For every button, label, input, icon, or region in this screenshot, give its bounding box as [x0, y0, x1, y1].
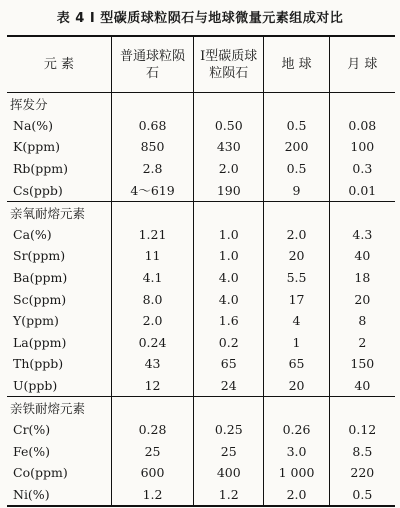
earth-cell: 65 — [263, 353, 328, 375]
ordinary-chondrite-cell: 1.2 — [111, 484, 193, 506]
empty-cell — [111, 202, 193, 224]
ci-chondrite-cell: 1.0 — [193, 245, 263, 267]
element-cell: Cr(%) — [13, 422, 51, 438]
ci-chondrite-cell: 430 — [193, 136, 263, 158]
ci-chondrite-cell: 190 — [193, 179, 263, 201]
moon-cell: 0.08 — [329, 115, 395, 137]
earth-cell: 5.5 — [263, 267, 328, 289]
table-row — [7, 353, 395, 375]
table-caption: 表 4 Ⅰ 型碳质球粒陨石与地球微量元素组成对比 — [56, 11, 344, 26]
table-row — [7, 288, 395, 310]
ci-chondrite-cell: 0.2 — [193, 332, 263, 354]
earth-cell: 200 — [263, 136, 328, 158]
ordinary-chondrite-cell: 1.21 — [111, 224, 193, 246]
header-element: 元 素 — [43, 57, 75, 72]
ordinary-chondrite-cell: 2.8 — [111, 158, 193, 180]
ci-chondrite-cell: 400 — [193, 462, 263, 484]
earth-cell: 1 — [263, 332, 328, 354]
ordinary-chondrite-cell: 11 — [111, 245, 193, 267]
group-row — [7, 93, 395, 115]
element-cell: Ni(%) — [13, 486, 50, 502]
earth-cell: 4 — [263, 310, 328, 332]
earth-cell: 2.0 — [263, 484, 328, 506]
table-row — [7, 136, 395, 158]
moon-cell: 40 — [329, 375, 395, 397]
comparison-table — [7, 35, 395, 507]
element-cell: Ba(ppm) — [13, 270, 68, 286]
ordinary-chondrite-cell: 0.68 — [111, 115, 193, 137]
ci-chondrite-cell: 1.2 — [193, 484, 263, 506]
element-cell: Sr(ppm) — [13, 248, 66, 264]
table-header — [7, 37, 395, 93]
ci-chondrite-cell: 4.0 — [193, 267, 263, 289]
empty-cell — [193, 93, 263, 115]
moon-cell: 2 — [329, 332, 395, 354]
moon-cell: 8 — [329, 310, 395, 332]
ordinary-chondrite-cell: 43 — [111, 353, 193, 375]
ci-chondrite-cell: 65 — [193, 353, 263, 375]
table-row — [7, 462, 395, 484]
element-cell: Na(%) — [13, 117, 54, 133]
earth-cell: 9 — [263, 179, 328, 201]
moon-cell: 0.5 — [329, 484, 395, 506]
element-cell: Sc(ppm) — [13, 291, 67, 307]
header-earth: 地 球 — [263, 37, 328, 92]
moon-cell: 8.5 — [329, 441, 395, 463]
table-row — [7, 332, 395, 354]
element-cell: U(ppb) — [13, 378, 58, 394]
group-row — [7, 201, 395, 224]
header-ordinary-chondrite: 普通球粒陨 石 — [111, 37, 193, 92]
table-row — [7, 179, 395, 201]
ordinary-chondrite-cell: 12 — [111, 375, 193, 397]
group-label: 挥发分 — [10, 96, 48, 112]
empty-cell — [263, 202, 328, 224]
table-row — [7, 419, 395, 441]
ci-chondrite-cell: 0.50 — [193, 115, 263, 137]
group-row — [7, 396, 395, 419]
empty-cell — [329, 93, 395, 115]
empty-cell — [193, 202, 263, 224]
table-body — [7, 93, 395, 505]
ordinary-chondrite-cell: 25 — [111, 441, 193, 463]
empty-cell — [111, 93, 193, 115]
ordinary-chondrite-cell: 0.28 — [111, 419, 193, 441]
group-label: 亲铁耐熔元素 — [10, 401, 86, 417]
element-cell: La(ppm) — [13, 334, 67, 350]
earth-cell: 2.0 — [263, 224, 328, 246]
ci-chondrite-cell: 24 — [193, 375, 263, 397]
earth-cell: 1 000 — [263, 462, 328, 484]
table-row — [7, 267, 395, 289]
table-row — [7, 484, 395, 506]
moon-cell: 20 — [329, 288, 395, 310]
earth-cell: 20 — [263, 375, 328, 397]
ci-chondrite-cell: 0.25 — [193, 419, 263, 441]
moon-cell: 0.01 — [329, 179, 395, 201]
element-cell: Y(ppm) — [13, 313, 59, 329]
element-cell: Co(ppm) — [13, 465, 68, 481]
element-cell: Fe(%) — [13, 443, 51, 459]
moon-cell: 18 — [329, 267, 395, 289]
empty-cell — [263, 397, 328, 419]
ci-chondrite-cell: 1.6 — [193, 310, 263, 332]
table-row — [7, 224, 395, 246]
ordinary-chondrite-cell: 4～619 — [111, 179, 193, 201]
earth-cell: 17 — [263, 288, 328, 310]
moon-cell: 100 — [329, 136, 395, 158]
empty-cell — [329, 397, 395, 419]
ci-chondrite-cell: 25 — [193, 441, 263, 463]
header-moon: 月 球 — [329, 37, 395, 92]
earth-cell: 3.0 — [263, 441, 328, 463]
element-cell: Rb(ppm) — [13, 161, 69, 177]
element-cell: K(ppm) — [13, 139, 60, 155]
earth-cell: 0.26 — [263, 419, 328, 441]
earth-cell: 20 — [263, 245, 328, 267]
ordinary-chondrite-cell: 600 — [111, 462, 193, 484]
table-row — [7, 375, 395, 397]
moon-cell: 0.3 — [329, 158, 395, 180]
table-row — [7, 245, 395, 267]
ordinary-chondrite-cell: 2.0 — [111, 310, 193, 332]
ci-chondrite-cell: 1.0 — [193, 224, 263, 246]
element-cell: Cs(ppb) — [13, 182, 63, 198]
ordinary-chondrite-cell: 0.24 — [111, 332, 193, 354]
moon-cell: 150 — [329, 353, 395, 375]
ci-chondrite-cell: 2.0 — [193, 158, 263, 180]
group-label: 亲氧耐熔元素 — [10, 205, 86, 221]
moon-cell: 220 — [329, 462, 395, 484]
element-cell: Th(ppb) — [13, 356, 64, 372]
empty-cell — [263, 93, 328, 115]
earth-cell: 0.5 — [263, 158, 328, 180]
ordinary-chondrite-cell: 4.1 — [111, 267, 193, 289]
table-row — [7, 441, 395, 463]
table-row — [7, 310, 395, 332]
table-row — [7, 115, 395, 137]
table-row — [7, 158, 395, 180]
ordinary-chondrite-cell: 8.0 — [111, 288, 193, 310]
moon-cell: 40 — [329, 245, 395, 267]
empty-cell — [111, 397, 193, 419]
empty-cell — [193, 397, 263, 419]
moon-cell: 0.12 — [329, 419, 395, 441]
ci-chondrite-cell: 4.0 — [193, 288, 263, 310]
moon-cell: 4.3 — [329, 224, 395, 246]
element-cell: Ca(%) — [13, 226, 52, 242]
earth-cell: 0.5 — [263, 115, 328, 137]
header-ci-chondrite: Ⅰ型碳质球粒陨石 — [193, 37, 263, 92]
ordinary-chondrite-cell: 850 — [111, 136, 193, 158]
empty-cell — [329, 202, 395, 224]
